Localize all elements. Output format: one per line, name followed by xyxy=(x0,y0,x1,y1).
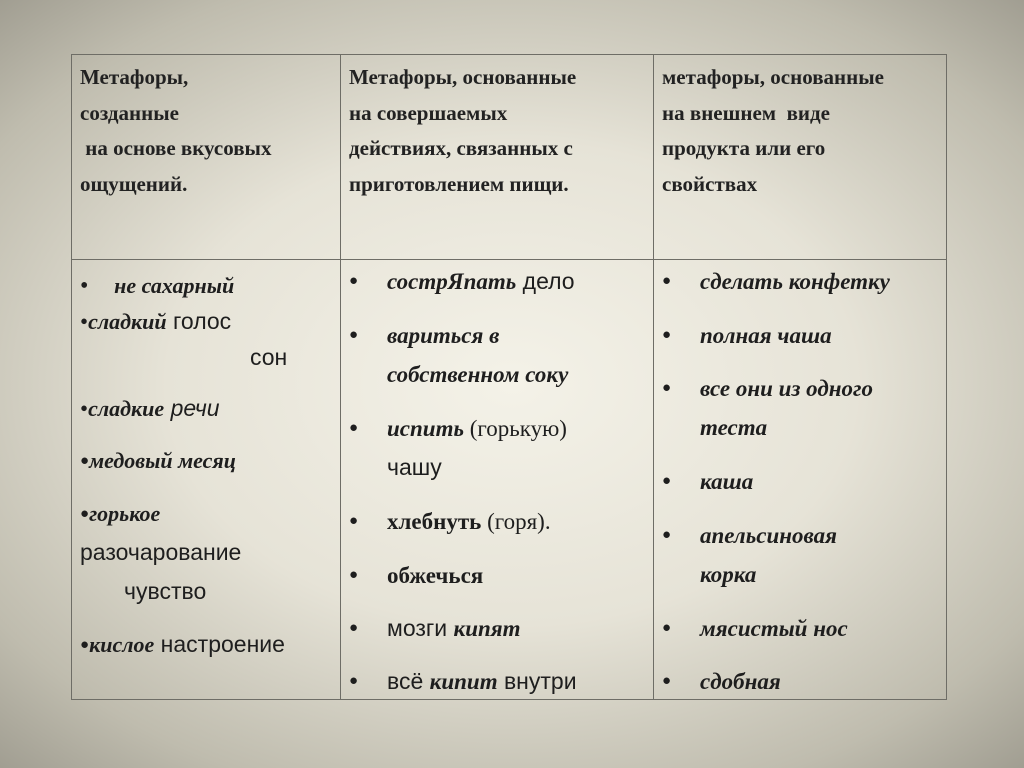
header-line: действиях, связанных с xyxy=(349,136,573,160)
bullet-icon: • xyxy=(80,273,89,299)
header-line: на совершаемых xyxy=(349,100,508,125)
header-cell-appearance xyxy=(654,55,947,260)
appearance-list xyxy=(654,260,946,699)
header-cell-actions xyxy=(341,55,654,260)
cell-taste-metaphors xyxy=(72,260,341,700)
actions-list xyxy=(341,260,653,699)
bullet-icon: ● xyxy=(80,637,90,653)
list-item: ● обжечься xyxy=(349,556,649,595)
taste-list xyxy=(72,260,340,699)
list-item: ● вариться в собственном соку xyxy=(349,316,649,394)
list-item: чувство xyxy=(124,578,207,604)
header-line: продукта или его xyxy=(662,136,826,160)
bullet-icon: ● xyxy=(349,327,359,343)
cell-action-metaphors xyxy=(341,260,654,700)
bullet-icon: ● xyxy=(80,453,90,469)
bullet-icon: ● xyxy=(662,473,672,489)
header-line: созданные xyxy=(80,100,179,125)
header-cell-taste xyxy=(72,55,341,260)
header-text-actions xyxy=(349,60,645,202)
bullet-icon: • xyxy=(80,309,89,334)
bullet-icon: • xyxy=(80,396,89,421)
bullet-icon: ● xyxy=(662,620,672,636)
list-item: •сладкий голос xyxy=(80,308,232,334)
bullet-icon: ● xyxy=(349,273,359,289)
header-line: свойствах xyxy=(662,171,758,196)
list-item: ● мясистый нос xyxy=(662,609,942,648)
bullet-icon: ● xyxy=(662,273,672,289)
bullet-icon: ● xyxy=(349,513,359,529)
list-item: ● испить (горькую) чашу xyxy=(349,409,649,487)
bullet-icon: ● xyxy=(662,327,672,343)
list-item: разочарование xyxy=(80,539,242,565)
header-text-taste xyxy=(80,60,332,202)
list-item: • не сахарный xyxy=(80,273,235,299)
bullet-icon: ● xyxy=(662,527,672,543)
header-line: метафоры, основанные xyxy=(662,65,884,89)
list-item: ● всё кипит внутри xyxy=(349,662,649,701)
header-line: Метафоры, xyxy=(80,65,189,89)
list-item: •сладкие речи xyxy=(80,395,220,421)
bullet-icon: ● xyxy=(662,673,672,689)
bullet-icon: ● xyxy=(349,420,359,436)
list-item: ● сделать конфетку xyxy=(662,262,942,301)
list-item: сон xyxy=(250,344,288,370)
list-item: ●медовый месяц xyxy=(80,448,236,473)
bullet-icon: ● xyxy=(349,620,359,636)
metaphor-table xyxy=(71,54,947,700)
bullet-icon: ● xyxy=(349,567,359,583)
header-line: на внешнем виде xyxy=(662,100,830,125)
table-body-row xyxy=(72,260,947,700)
list-item: ● каша xyxy=(662,462,942,501)
list-item: ● апельсиновая корка xyxy=(662,516,942,594)
list-item: ●кислое настроение xyxy=(80,631,285,657)
bullet-icon: ● xyxy=(80,506,90,522)
list-item: ● все они из одного теста xyxy=(662,369,942,447)
header-text-appearance xyxy=(662,60,938,202)
header-line: приготовлением пищи. xyxy=(349,171,569,196)
table-header-row xyxy=(72,55,947,260)
list-item: ● хлебнуть (горя). xyxy=(349,502,649,541)
list-item: ● сдобная xyxy=(662,662,942,701)
cell-appearance-metaphors xyxy=(654,260,947,700)
list-item: ● мозги кипят xyxy=(349,609,649,648)
bullet-icon: ● xyxy=(662,380,672,396)
header-line: ощущений. xyxy=(80,171,188,196)
list-item: ● полная чаша xyxy=(662,316,942,355)
header-line: Метафоры, основанные xyxy=(349,65,577,89)
list-item: ● сострЯпать дело xyxy=(349,262,649,301)
bullet-icon: ● xyxy=(349,673,359,689)
list-item: ●горькое xyxy=(80,501,161,526)
header-line: на основе вкусовых xyxy=(80,136,272,160)
